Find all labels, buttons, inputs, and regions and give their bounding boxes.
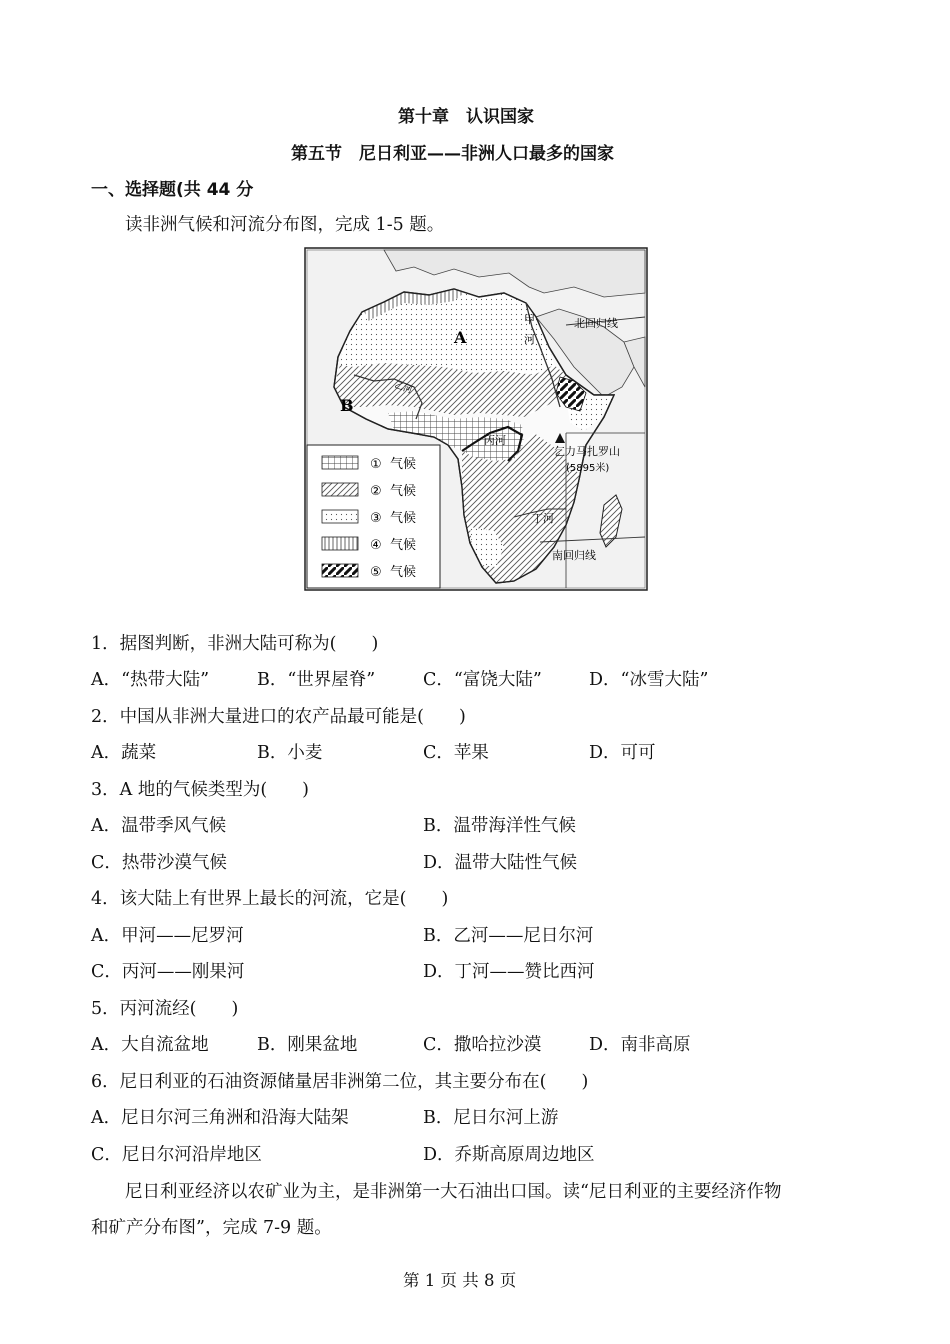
label-tropic-north: 北回归线 — [574, 317, 618, 330]
q1-option-a: A．“热带大陆” — [91, 670, 210, 690]
q2-option-d: D．可可 — [589, 743, 656, 763]
q3-option-b: B．温带海洋性气候 — [423, 816, 576, 836]
legend-text-4: 气候 — [390, 538, 417, 553]
q4-option-c: C．丙河——刚果河 — [91, 962, 245, 982]
q4-option-b: B．乙河——尼日尔河 — [423, 926, 594, 946]
legend-num-2: ② — [370, 484, 382, 499]
q2-option-b: B．小麦 — [257, 743, 323, 763]
label-bing: 丙河 — [484, 434, 506, 447]
legend-swatch-4 — [322, 537, 358, 550]
paragraph-line-2: 和矿产分布图”，完成 7-9 题。 — [91, 1218, 332, 1238]
question-5-stem: 5．丙河流经( ) — [91, 999, 239, 1019]
label-b: B — [340, 396, 354, 415]
q3-option-d: D．温带大陆性气候 — [423, 853, 578, 873]
legend-num-4: ④ — [370, 538, 382, 553]
q6-option-c: C．尼日尔河沿岸地区 — [91, 1145, 262, 1165]
q2-option-c: C．苹果 — [423, 743, 489, 763]
map-legend — [307, 445, 440, 588]
q1-option-b: B．“世界屋脊” — [257, 670, 376, 690]
q3-option-c: C．热带沙漠气候 — [91, 853, 227, 873]
q3-option-a: A．温带季风气候 — [91, 816, 227, 836]
q6-option-d: D．乔斯高原周边地区 — [423, 1145, 595, 1165]
question-6-stem: 6．尼日利亚的石油资源储量居非洲第二位，其主要分布在( ) — [91, 1072, 589, 1092]
map-intro: 读非洲气候和河流分布图，完成 1-5 题。 — [125, 215, 445, 235]
q1-option-c: C．“富饶大陆” — [423, 670, 542, 690]
question-3-stem: 3．A 地的气候类型为( ) — [91, 780, 309, 800]
label-jia-he: 河 — [524, 333, 535, 346]
q5-option-c: C．撒哈拉沙漠 — [423, 1035, 542, 1055]
legend-swatch-5 — [322, 564, 358, 577]
q6-option-a: A．尼日尔河三角洲和沿海大陆架 — [91, 1108, 349, 1128]
chapter-title: 第十章 认识国家 — [398, 107, 534, 127]
legend-num-3: ③ — [370, 511, 382, 526]
label-yi: 乙河 — [392, 380, 414, 396]
legend-swatch-3 — [322, 510, 358, 523]
legend-text-2: 气候 — [390, 484, 417, 499]
q2-option-a: A．蔬菜 — [91, 743, 157, 763]
q6-option-b: B．尼日尔河上游 — [423, 1108, 559, 1128]
q5-option-b: B．刚果盆地 — [257, 1035, 358, 1055]
legend-text-1: 气候 — [390, 457, 417, 472]
legend-swatch-1 — [322, 456, 358, 469]
question-1-stem: 1．据图判断，非洲大陆可称为( ) — [91, 634, 379, 654]
q5-option-a: A．大自流盆地 — [91, 1035, 209, 1055]
legend-text-5: 气候 — [390, 565, 417, 580]
legend-num-1: ① — [370, 457, 382, 472]
legend-num-5: ⑤ — [370, 565, 382, 580]
legend-text-3: 气候 — [390, 511, 417, 526]
question-2-stem: 2．中国从非洲大量进口的农产品最可能是( ) — [91, 707, 466, 727]
label-mountain: 乞力马扎罗山 — [554, 445, 620, 458]
q5-option-d: D．南非高原 — [589, 1035, 691, 1055]
label-ding: 丁河 — [532, 512, 554, 525]
label-tropic-south: 南回归线 — [552, 549, 596, 562]
label-elevation: (5895米) — [566, 463, 610, 474]
label-a: A — [454, 328, 467, 347]
question-4-stem: 4．该大陆上有世界上最长的河流，它是( ) — [91, 889, 449, 909]
q4-option-a: A．甲河——尼罗河 — [91, 926, 244, 946]
q1-option-d: D．“冰雪大陆” — [589, 670, 709, 690]
section-title: 第五节 尼日利亚——非洲人口最多的国家 — [291, 144, 614, 164]
legend-swatch-2 — [322, 483, 358, 496]
paragraph-line-1: 尼日利亚经济以农矿业为主，是非洲第一大石油出口国。读“尼日利亚的主要经济作物 — [125, 1182, 782, 1202]
page-footer: 第 1 页 共 8 页 — [403, 1271, 517, 1290]
label-jia: 甲 — [524, 313, 535, 326]
q4-option-d: D．丁河——赞比西河 — [423, 962, 595, 982]
africa-climate-river-map — [304, 247, 648, 591]
section-heading: 一、选择题(共 44 分 — [91, 180, 254, 200]
